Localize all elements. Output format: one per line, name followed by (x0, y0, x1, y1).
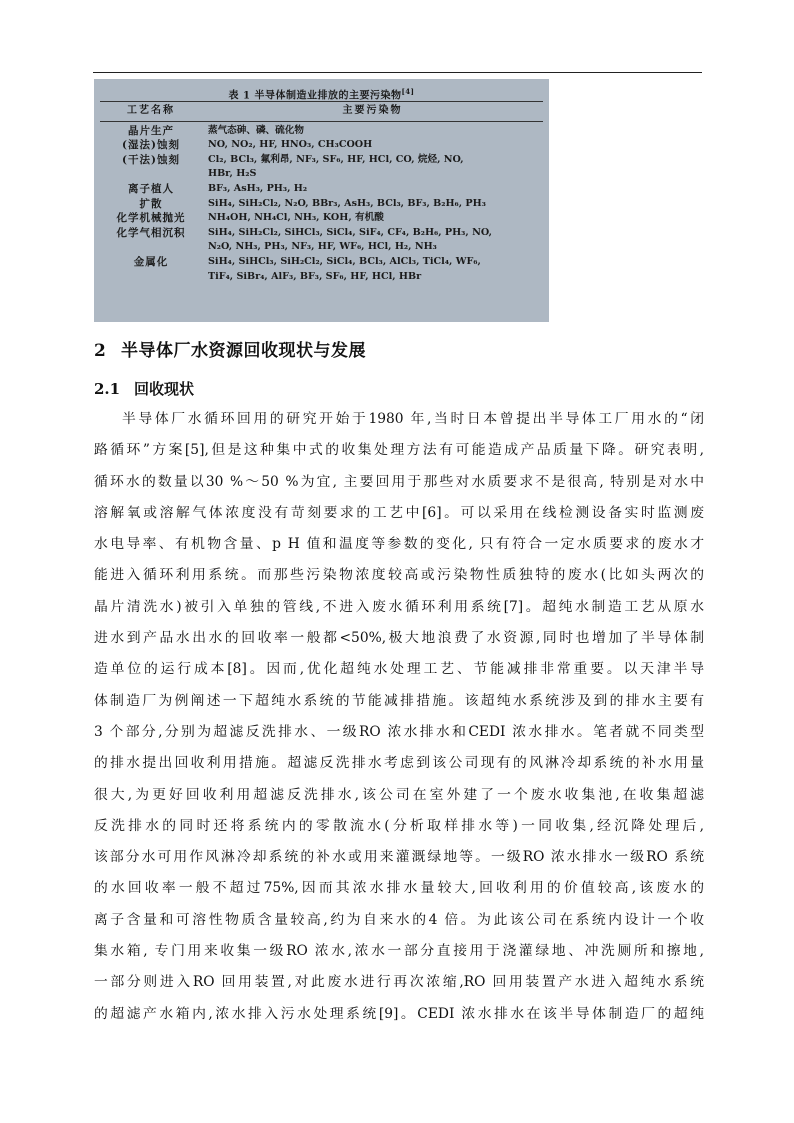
text-line: 体制造厂为例阐述一下超纯水系统的节能减排措施。该超纯水系统涉及到的排水主要有 (94, 692, 704, 709)
table-body (100, 124, 543, 285)
text-line: 的水回收率一般不超过75%,因而其浓水排水量较大,回收利用的价值较高,该废水的 (94, 880, 704, 897)
table-row (100, 138, 543, 153)
text-line: 的排水提出回收利用措施。超滤反洗排水考虑到该公司现有的风淋冷却系统的补水用量 (94, 755, 704, 772)
table-row (100, 270, 543, 285)
subsection-heading: 2.1 回收现状 (94, 380, 195, 398)
body-paragraph (94, 404, 704, 1030)
process-cell: 化学机械抛光 (116, 212, 186, 225)
process-cell: 金属化 (133, 255, 169, 268)
table-row (100, 124, 543, 139)
table-caption: 表 1 半导体制造业排放的主要污染物[4] (228, 87, 415, 102)
table-row (100, 182, 543, 197)
text-line: 很大,为更好回收利用超滤反洗排水,该公司在室外建了一个废水收集池,在收集超滤 (94, 786, 704, 803)
table-row (100, 153, 543, 168)
table-row (100, 211, 543, 226)
text-line: 的超滤产水箱内,浓水排入污水处理系统[9]。CEDI 浓水排水在该半导体制造厂的超纯 (94, 1005, 704, 1022)
header-rule (93, 72, 702, 73)
text-line: 集水箱, 专门用来收集一级RO 浓水,浓水一部分直接用于浇灌绿地、冲洗厕所和擦地, (94, 943, 704, 960)
process-cell: (湿法)蚀刻 (122, 139, 180, 152)
table-row (100, 197, 543, 212)
table-row (100, 255, 543, 270)
text-line: 半导体厂水循环回用的研究开始于1980 年,当时日本曾提出半导体工厂用水的“闭 (122, 411, 704, 427)
text-line: 离子含量和可溶性物质含量较高,约为自来水的4 倍。为此该公司在系统内设计一个收 (94, 911, 704, 928)
pollutant-table-image (94, 79, 549, 322)
process-cell (100, 240, 202, 255)
pollutants-cell: SiH₄, SiHCl₃, SiH₂Cl₂, SiCl₄, BCl₃, AlCl₃, TiCl₄, WF₆, (208, 255, 481, 267)
process-cell (100, 167, 202, 182)
text-line: 造单位的运行成本[8]。因而,优化超纯水处理工艺、节能减排非常重要。以天津半导 (94, 661, 704, 678)
text-line: 能进入循环利用系统。而那些污染物浓度较高或污染物性质独特的废水(比如头两次的 (94, 567, 704, 584)
pollutants-cell: NO, NO₂, HF, HNO₃, CH₃COOH (208, 139, 373, 151)
table-row (100, 240, 543, 255)
text-line: 一部分则进入RO 回用装置,对此废水进行再次浓缩,RO 回用装置产水进入超纯水系统 (94, 974, 704, 991)
text-line: 晶片清洗水)被引入单独的管线,不进入废水循环利用系统[7]。超纯水制造工艺从原水 (94, 598, 704, 615)
process-cell: 晶片生产 (128, 124, 174, 137)
text-line: 水电导率、有机物含量、p H 值和温度等参数的变化, 只有符合一定水质要求的废水才 (94, 536, 704, 553)
process-cell: 离子植人 (128, 182, 174, 195)
text-line: 该部分水可用作风淋冷却系统的补水或用来灌溉绿地等。一级RO 浓水排水一级RO 系统 (94, 849, 704, 866)
text-line: 路循环”方案[5],但是这种集中式的收集处理方法有可能造成产品质量下降。研究表明, (94, 442, 704, 459)
table-rule (100, 121, 543, 122)
pollutants-cell: SiH₄, SiH₂Cl₂, N₂O, BBr₃, AsH₃, BCl₃, BF₃, B₂H₆, PH₃ (208, 197, 486, 209)
pollutants-cell: 蒸气态砷、磷、硫化物 (208, 124, 304, 136)
text-line: 进水到产品水出水的回收率一般都<50%,极大地浪费了水资源,同时也增加了半导体制 (94, 630, 704, 647)
pollutants-cell: SiH₄, SiH₂Cl₂, SiHCl₃, SiCl₄, SiF₄, CF₄, B₂H₆, PH₃, NO, (208, 226, 492, 238)
pollutants-cell: Cl₂, BCl₃, 氟利昂, NF₃, SF₆, HF, HCl, CO, 烷烃, NO, (208, 153, 464, 165)
section-heading: 2 半导体厂水资源回收现状与发展 (94, 341, 366, 361)
table-row (100, 167, 543, 182)
process-cell (100, 270, 202, 285)
header-process: 工艺名称 (127, 105, 175, 116)
text-line: 循环水的数量以30 %～50 %为宜, 主要回用于那些对水质要求不是很高, 特别是对水中 (94, 473, 704, 490)
pollutants-cell: N₂O, NH₃, PH₃, NF₃, HF, WF₆, HCl, H₂, NH₃ (208, 241, 437, 253)
process-cell: 扩散 (139, 197, 163, 210)
table-header-row (100, 104, 543, 119)
header-pollutants: 主要污染物 (342, 105, 403, 116)
pollutants-cell: BF₃, AsH₃, PH₃, H₂ (208, 182, 308, 194)
pollutants-cell: HBr, H₂S (208, 168, 257, 180)
text-line: 反洗排水的同时还将系统内的零散流水(分析取样排水等)一同收集,经沉降处理后, (94, 817, 704, 834)
pollutants-cell: NH₄OH, NH₄Cl, NH₃, KOH, 有机酸 (208, 212, 384, 224)
text-line: 3 个部分,分别为超滤反洗排水、一级RO 浓水排水和CEDI 浓水排水。笔者就不同类型 (94, 723, 704, 740)
process-cell: 化学气相沉积 (116, 226, 186, 239)
process-cell: (干法)蚀刻 (122, 153, 180, 166)
table-row (100, 226, 543, 241)
pollutants-cell: TiF₄, SiBr₄, AlF₃, BF₃, SF₆, HF, HCl, HBr (208, 270, 422, 282)
text-line: 溶解氧或溶解气体浓度没有苛刻要求的工艺中[6]。可以采用在线检测设备实时监测废 (94, 504, 704, 521)
